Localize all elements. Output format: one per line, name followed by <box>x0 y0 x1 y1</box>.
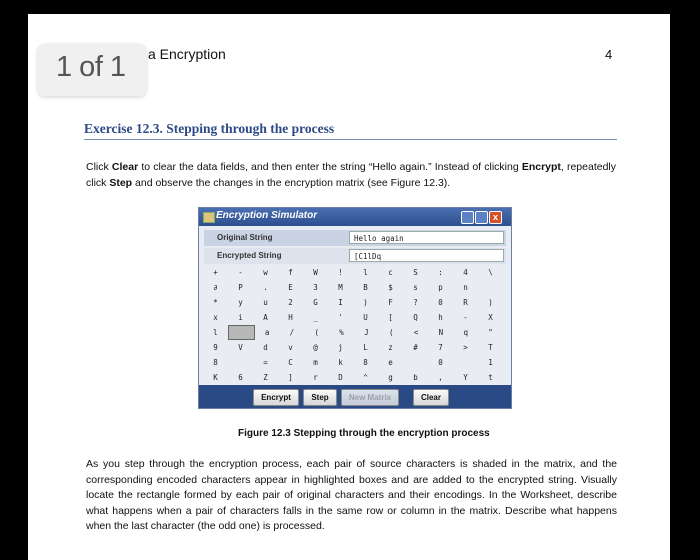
figure-caption: Figure 12.3 Stepping through the encryption process <box>238 428 490 439</box>
matrix-cell: = <box>263 358 268 367</box>
clear-button[interactable]: Clear <box>413 389 449 406</box>
instruction-paragraph: Click Clear to clear the data fields, and then enter the string “Hello again.” Instead of clicking Encrypt, repeatedly click Step and observe the changes in the encryption matrix (see Figure 12.3). <box>86 161 617 189</box>
matrix-cell: c <box>388 268 393 277</box>
matrix-cell: " <box>488 328 493 337</box>
matrix-cell: . <box>263 283 268 292</box>
matrix-cell: Q <box>413 313 418 322</box>
matrix-cell: U <box>363 313 368 322</box>
matrix-cell: C <box>288 358 293 367</box>
matrix-cell: B <box>363 283 368 292</box>
matrix-cell: j <box>338 343 343 352</box>
matrix-cell: F <box>388 298 393 307</box>
matrix-cell: b <box>413 373 418 382</box>
maximize-button[interactable] <box>475 211 488 224</box>
matrix-cell: 0 <box>438 358 443 367</box>
matrix-cell: 3 <box>313 283 318 292</box>
matrix-cell: - <box>238 268 243 277</box>
running-header-page-number: 4 <box>605 47 613 62</box>
matrix-cell <box>453 325 478 340</box>
exercise-heading: Exercise 12.3. Stepping through the process <box>84 121 335 136</box>
matrix-cell: ( <box>314 328 319 337</box>
matrix-cell: Y <box>463 373 468 382</box>
matrix-cell: W <box>313 268 318 277</box>
matrix-cell: ( <box>388 328 394 337</box>
matrix-cell: L <box>363 343 368 352</box>
matrix-cell: t <box>488 373 493 382</box>
matrix-cell: Z <box>263 373 268 382</box>
matrix-cell <box>478 280 503 295</box>
matrix-cell: * <box>213 298 218 307</box>
matrix-cell: $ <box>388 283 393 292</box>
matrix-cell: h <box>438 313 443 322</box>
matrix-cell: / <box>289 328 295 337</box>
matrix-cell: M <box>338 283 343 292</box>
matrix-row <box>203 280 503 295</box>
matrix-cell: T <box>488 343 493 352</box>
matrix-cell: @ <box>313 343 318 352</box>
heading-rule <box>84 139 617 140</box>
matrix-cell: 2 <box>288 298 293 307</box>
minimize-button[interactable] <box>461 211 474 224</box>
window-titlebar[interactable] <box>199 208 511 226</box>
original-string-input[interactable]: Hello again <box>349 231 504 244</box>
matrix-cell: S <box>413 268 418 277</box>
matrix-cell: : <box>438 268 443 277</box>
matrix-cell: 8 <box>363 358 368 367</box>
matrix-cell: w <box>263 268 268 277</box>
matrix-cell: 8 <box>213 358 218 367</box>
matrix-row <box>203 310 503 325</box>
matrix-cell: N <box>438 328 444 337</box>
matrix-cell: ) <box>488 298 493 307</box>
encryption-matrix <box>203 265 503 385</box>
matrix-cell: % <box>339 328 344 337</box>
matrix-cell: # <box>413 343 418 352</box>
matrix-cell: [ <box>388 313 393 322</box>
matrix-cell <box>228 355 253 370</box>
matrix-cell: J <box>364 328 369 337</box>
matrix-cell: G <box>313 298 318 307</box>
running-header-title: a Encryption <box>148 46 226 62</box>
matrix-cell: ∂ <box>213 283 218 292</box>
matrix-cell: ] <box>288 373 293 382</box>
close-button[interactable]: x <box>489 211 502 224</box>
encryption-simulator-window <box>198 207 512 409</box>
matrix-row <box>203 325 503 340</box>
encrypt-button[interactable]: Encrypt <box>253 389 299 406</box>
step-button[interactable]: Step <box>303 389 337 406</box>
encrypted-string-field: [C1lDq <box>349 249 504 262</box>
app-icon <box>203 212 215 223</box>
matrix-cell: u <box>263 298 268 307</box>
matrix-cell: z <box>388 343 393 352</box>
matrix-cell: 4 <box>463 268 468 277</box>
matrix-cell: P <box>238 283 243 292</box>
matrix-cell: > <box>463 343 468 352</box>
matrix-cell: , <box>438 373 443 382</box>
matrix-row <box>203 355 503 370</box>
matrix-cell: 9 <box>213 343 218 352</box>
matrix-cell: D <box>338 373 343 382</box>
matrix-cell: ! <box>338 268 343 277</box>
matrix-cell: k <box>338 358 343 367</box>
matrix-cell: \ <box>488 268 493 277</box>
matrix-cell: f <box>288 268 293 277</box>
matrix-cell: y <box>238 298 243 307</box>
matrix-cell: < <box>413 328 419 337</box>
page-counter-badge <box>38 44 146 96</box>
matrix-cell <box>228 325 255 340</box>
matrix-cell: 7 <box>438 343 443 352</box>
matrix-cell: n <box>463 283 468 292</box>
matrix-cell: l <box>213 328 218 337</box>
matrix-cell: s <box>413 283 418 292</box>
matrix-cell: r <box>313 373 318 382</box>
button-bar <box>199 385 511 408</box>
matrix-cell: - <box>463 313 468 322</box>
matrix-cell: p <box>438 283 443 292</box>
matrix-row <box>203 295 503 310</box>
matrix-cell: _ <box>313 313 318 322</box>
matrix-cell <box>453 355 478 370</box>
matrix-cell: v <box>288 343 293 352</box>
original-string-label: Original String <box>217 233 273 242</box>
matrix-cell: x <box>213 313 218 322</box>
matrix-cell: e <box>388 358 393 367</box>
window-title: Encryption Simulator <box>216 210 318 221</box>
matrix-cell: g <box>388 373 393 382</box>
matrix-cell: 0 <box>438 298 443 307</box>
matrix-cell: d <box>263 343 268 352</box>
matrix-cell: K <box>213 373 218 382</box>
matrix-cell: ' <box>338 313 343 322</box>
new-matrix-button: New Matrix <box>341 389 399 406</box>
matrix-cell: ) <box>363 298 368 307</box>
matrix-row <box>203 340 503 355</box>
matrix-cell: 1 <box>488 358 493 367</box>
matrix-cell: A <box>263 313 268 322</box>
matrix-cell: m <box>313 358 318 367</box>
matrix-cell: 6 <box>238 373 243 382</box>
matrix-cell: l <box>363 268 368 277</box>
matrix-cell: + <box>213 268 218 277</box>
matrix-cell-highlight: q <box>463 328 468 337</box>
matrix-cell: ? <box>413 298 418 307</box>
matrix-row <box>203 265 503 280</box>
matrix-cell: a <box>264 328 270 337</box>
matrix-cell: R <box>463 298 468 307</box>
matrix-cell: E <box>288 283 293 292</box>
body-paragraph: As you step through the encryption process, each pair of source characters is shaded in the matrix, and the corresponding encoded characters appear in highlighted boxes and are added to the encrypted string. Visually locate the rectangle formed by each pair of original characters and their encodings. In the Worksheet, describe what happens when a pair of characters falls in the same row or column in the matrix. Describe what happens when the last character (the odd one) is processed. <box>86 458 617 532</box>
encrypted-string-label: Encrypted String <box>217 251 282 260</box>
page-counter-text: 1 of 1 <box>56 51 126 83</box>
matrix-cell: i <box>238 313 243 322</box>
matrix-cell <box>403 355 428 370</box>
matrix-row <box>203 370 503 385</box>
matrix-cell: V <box>238 343 243 352</box>
matrix-cell: I <box>338 298 343 307</box>
matrix-cell: H <box>288 313 293 322</box>
matrix-cell: X <box>488 313 493 322</box>
matrix-cell: ^ <box>363 373 368 382</box>
